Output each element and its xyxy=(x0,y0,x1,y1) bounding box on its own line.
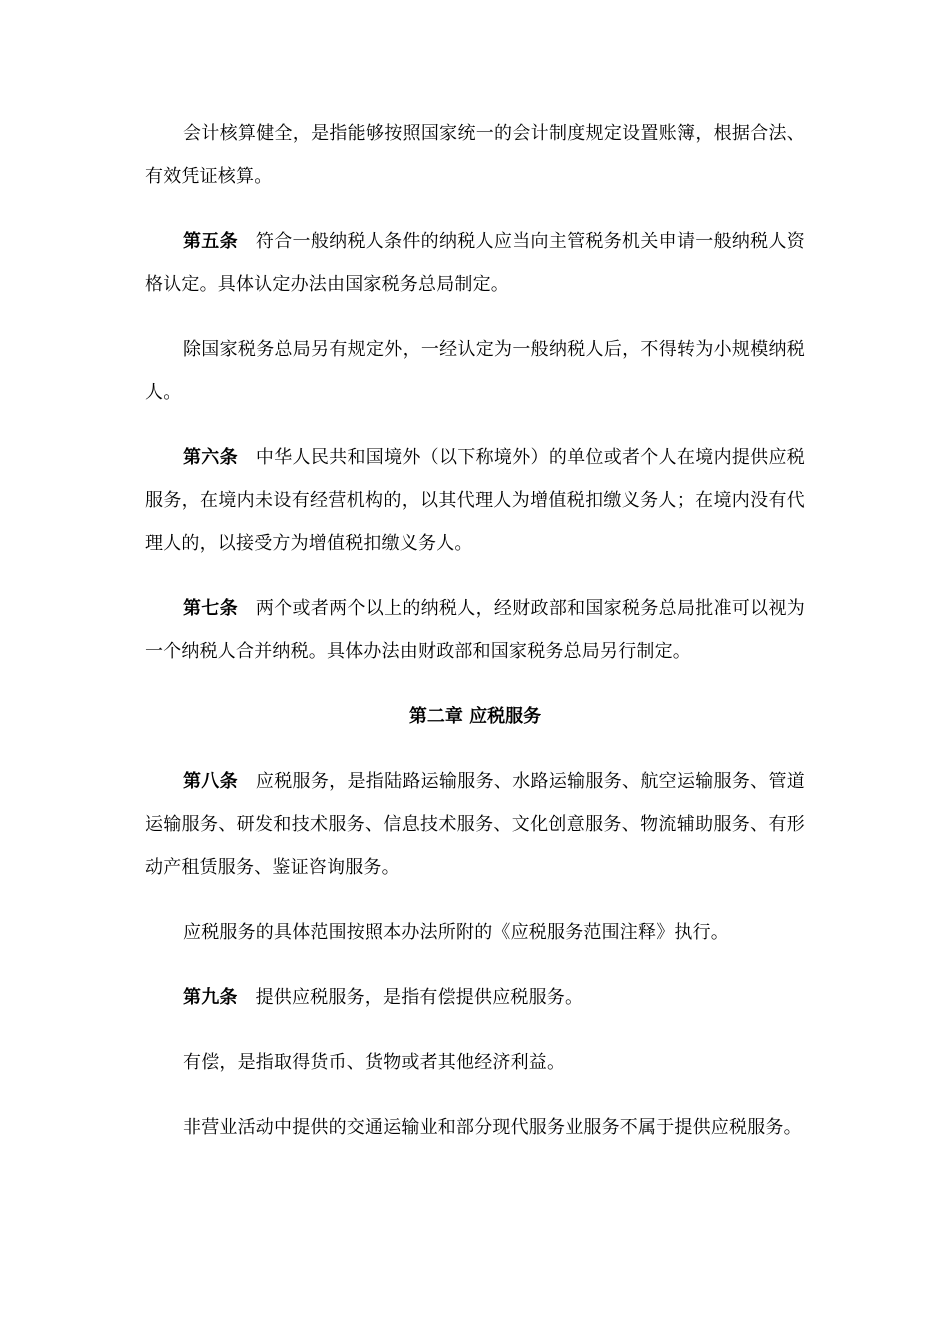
article-number: 第六条 xyxy=(183,447,238,468)
article-number: 第七条 xyxy=(183,598,238,619)
paragraph-text: 中华人民共和国境外（以下称境外）的单位或者个人在境内提供应税服务，在境内未设有经营机构的，以其代理人为增值税扣缴义务人；在境内没有代理人的，以接受方为增值税扣缴义务人。 xyxy=(145,447,805,554)
article-8 xyxy=(145,760,805,889)
article-number: 第五条 xyxy=(183,231,238,252)
paragraph-text: 符合一般纳税人条件的纳税人应当向主管税务机关申请一般纳税人资格认定。具体认定办法由国家税务总局制定。 xyxy=(145,231,805,295)
paragraph-text: 应税服务，是指陆路运输服务、水路运输服务、航空运输服务、管道运输服务、研发和技术服务、信息技术服务、文化创意服务、物流辅助服务、有形动产租赁服务、鉴证咨询服务。 xyxy=(145,771,805,878)
paragraph-scope xyxy=(145,911,805,954)
paragraph-no-conversion xyxy=(145,328,805,414)
paragraph-text: 有偿，是指取得货币、货物或者其他经济利益。 xyxy=(183,1052,566,1073)
paragraph-non-business xyxy=(145,1106,805,1149)
article-5 xyxy=(145,220,805,306)
article-number: 第八条 xyxy=(183,771,238,792)
paragraph-text: 除国家税务总局另有规定外，一经认定为一般纳税人后，不得转为小规模纳税人。 xyxy=(145,339,805,403)
paragraph-text: 应税服务的具体范围按照本办法所附的《应税服务范围注释》执行。 xyxy=(183,922,729,943)
article-number: 第九条 xyxy=(183,987,238,1008)
article-7 xyxy=(145,587,805,673)
article-9 xyxy=(145,976,805,1019)
paragraph-text: 提供应税服务，是指有偿提供应税服务。 xyxy=(255,987,584,1008)
paragraph-text: 会计核算健全，是指能够按照国家统一的会计制度规定设置账簿，根据合法、有效凭证核算。 xyxy=(145,123,805,187)
document-page xyxy=(145,112,805,1171)
paragraph-text: 非营业活动中提供的交通运输业和部分现代服务业服务不属于提供应税服务。 xyxy=(183,1117,802,1138)
paragraph-compensation xyxy=(145,1041,805,1084)
paragraph-text: 两个或者两个以上的纳税人，经财政部和国家税务总局批准可以视为一个纳税人合并纳税。具体办法由财政部和国家税务总局另行制定。 xyxy=(145,598,805,662)
paragraph-accounting xyxy=(145,112,805,198)
article-6 xyxy=(145,436,805,565)
chapter-title: 第二章 应税服务 xyxy=(408,706,542,727)
